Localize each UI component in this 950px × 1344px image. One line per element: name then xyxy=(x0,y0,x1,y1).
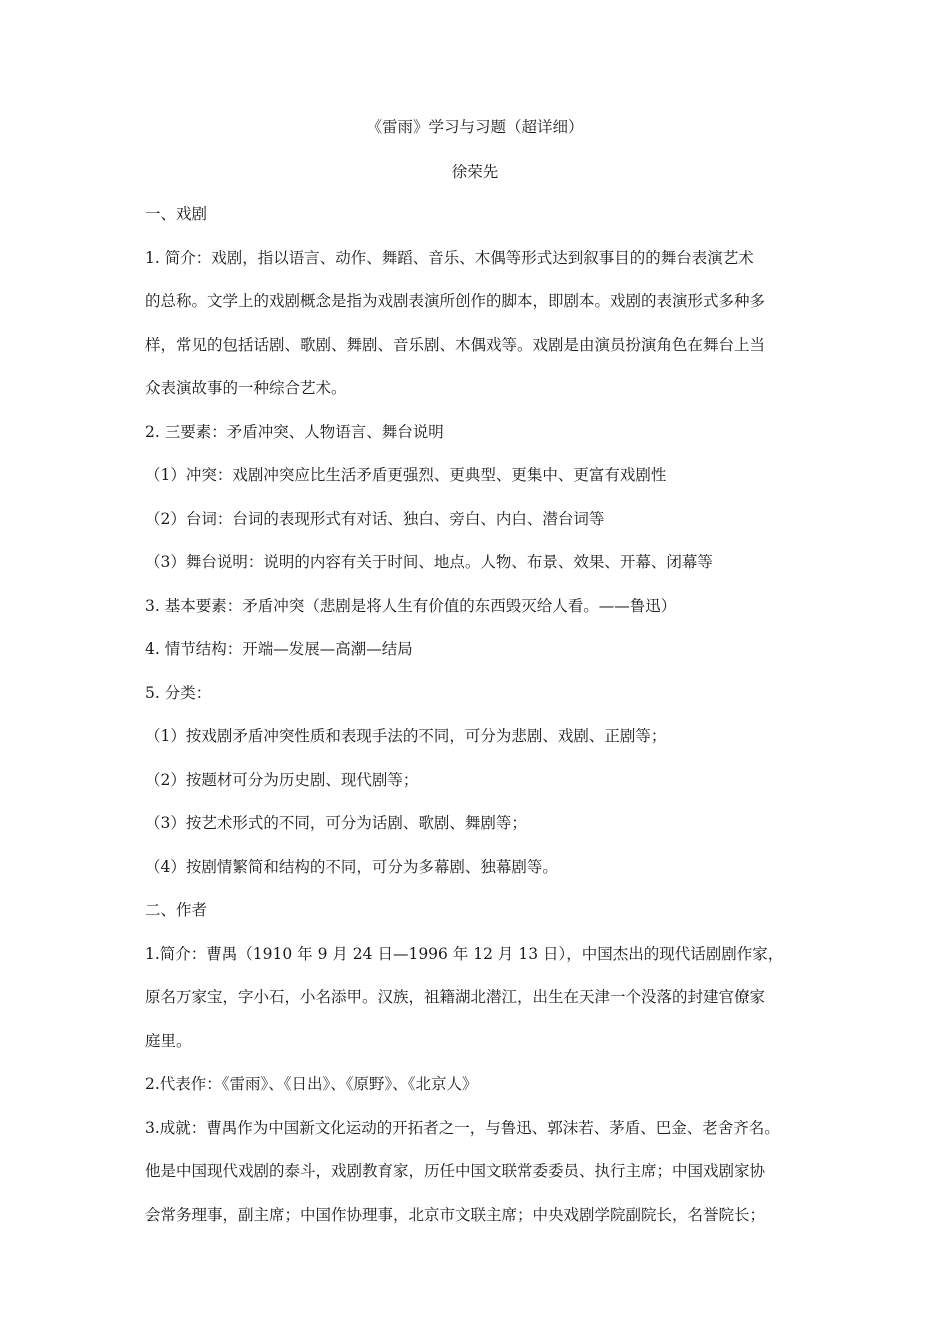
text-line: 众表演故事的一种综合艺术。 xyxy=(145,379,347,397)
text-line: 样，常见的包括话剧、歌剧、舞剧、音乐剧、木偶戏等。戏剧是由演员扮演角色在舞台上当 xyxy=(145,335,766,354)
text-line: 原名万家宝，字小石，小名添甲。汉族，祖籍湖北潜江，出生在天津一个没落的封建官僚家 xyxy=(145,988,766,1006)
text-line: 1.简介：曹禺（1910 年 9 月 24 日—1996 年 12 月 13 日），中国杰出的现代话剧剧作家， xyxy=(145,944,784,963)
text-line: 2.代表作：《雷雨》、《日出》、《原野》、《北京人》 xyxy=(145,1075,478,1093)
text-line: 5. 分类： xyxy=(145,683,212,702)
text-line: （3）舞台说明：说明的内容有关于时间、地点。人物、布景、效果、开幕、闭幕等 xyxy=(145,553,713,571)
text-line: （2）按题材可分为历史剧、现代剧等； xyxy=(145,770,419,789)
document-author: 徐荣先 xyxy=(451,163,499,181)
heading-author: 二、作者 xyxy=(145,901,208,919)
text-line: 会常务理事，副主席；中国作协理事，北京市文联主席；中央戏剧学院副院长，名誉院长； xyxy=(145,1205,766,1224)
text-line: （3）按艺术形式的不同，可分为话剧、歌剧、舞剧等； xyxy=(145,814,527,832)
text-line: （1）冲突：戏剧冲突应比生活矛盾更强烈、更典型、更集中、更富有戏剧性 xyxy=(145,466,667,484)
text-line: 的总称。文学上的戏剧概念是指为戏剧表演所创作的脚本，即剧本。戏剧的表演形式多种多 xyxy=(145,292,766,310)
text-line: （1）按戏剧矛盾冲突性质和表现手法的不同，可分为悲剧、戏剧、正剧等； xyxy=(145,727,667,745)
document-title: 《雷雨》学习与习题（超详细） xyxy=(366,118,584,136)
text-line: 庭里。 xyxy=(145,1031,192,1050)
text-line: 1. 简介：戏剧，指以语言、动作、舞蹈、音乐、木偶等形式达到叙事目的的舞台表演艺术 xyxy=(145,248,754,267)
heading-drama: 一、戏剧 xyxy=(145,205,208,223)
text-line: （4）按剧情繁简和结构的不同，可分为多幕剧、独幕剧等。 xyxy=(145,857,558,876)
document-body xyxy=(145,203,810,1247)
text-line: 3. 基本要素：矛盾冲突（悲剧是将人生有价值的东西毁灭给人看。——鲁迅） xyxy=(145,596,677,615)
text-line: 3.成就：曹禺作为中国新文化运动的开拓者之一，与鲁迅、郭沫若、茅盾、巴金、老舍齐名。 xyxy=(145,1118,780,1137)
text-line: 他是中国现代戏剧的泰斗，戏剧教育家，历任中国文联常委委员、执行主席；中国戏剧家协 xyxy=(145,1162,766,1180)
text-line: 2. 三要素：矛盾冲突、人物语言、舞台说明 xyxy=(145,422,444,441)
text-line: 4. 情节结构：开端—发展—高潮—结局 xyxy=(145,640,413,658)
text-line: （2）台词：台词的表现形式有对话、独白、旁白、内白、潜台词等 xyxy=(145,509,605,528)
